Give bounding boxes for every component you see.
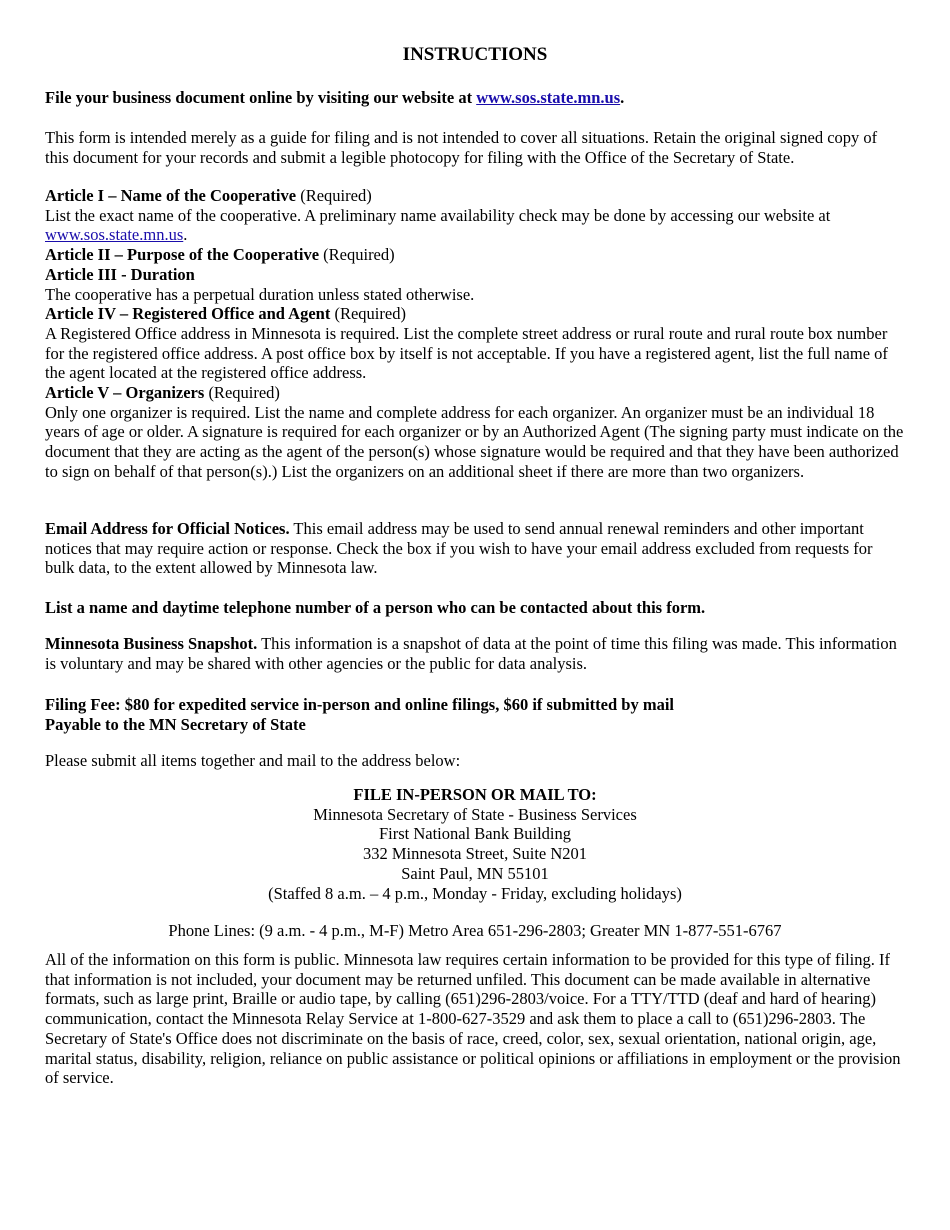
submit-instruction: Please submit all items together and mail to the address below: [45,751,461,770]
mail-heading: FILE IN-PERSON OR MAIL TO: [353,785,597,804]
email-text: This email address may be used to send annual renewal reminders and other important notices that may require action or response. Check the box if you wish to have your email address excluded from requests for bulk data, to the extent allowed by Minnesota law. [45,519,873,578]
address-line: First National Bank Building [378,824,572,844]
online-filing-notice [45,88,905,108]
article-1-website-link[interactable]: www.sos.state.mn.us [45,225,184,245]
payable-line: Payable to the MN Secretary of State [45,714,306,734]
article-4-required: (Required) [330,304,406,324]
address-line: 332 Minnesota Street, Suite N201 [362,844,588,864]
article-1 [45,186,905,245]
article-4-text: A Registered Office address in Minnesota is required. List the complete street address or rural route and rural route box number for the registered office address. A post office box by itself is not acceptable. If you have a registered agent, list the full name of the agent located at the registered office address. [45,323,888,383]
article-1-text [45,206,905,245]
snapshot-heading: Minnesota Business Snapshot. [45,634,258,653]
article-1-heading: Article I – Name of the Cooperative [45,186,297,205]
page-title: INSTRUCTIONS [402,44,548,65]
article-1-body: List the exact name of the cooperative. A preliminary name availability check may be done by accessing our website at [45,205,831,225]
snapshot-text: This information is a snapshot of data at the point of time this filing was made. This information is voluntary and may be shared with other agencies or the public for data analysis. [45,634,897,673]
website-link[interactable]: www.sos.state.mn.us [476,88,621,107]
contact-text: List a name and daytime telephone number of a person who can be contacted about this form. [45,598,706,617]
contact-instruction [45,598,905,618]
phone-lines: Phone Lines: (9 a.m. - 4 p.m., M-F) Metro Area 651-296-2803; Greater MN 1-877-551-6767 [168,921,782,940]
public-info-paragraph: All of the information on this form is public. Minnesota law requires certain information to be provided for this type of filing. If that information is not included, your document may be returned unfiled. This document can be made available in alternative formats, such as large print, Braille or audio tape, by calling (651)296-2803/voice. For a TTY/TTD (deaf and hard of hearing) communication, contact the Minnesota Relay Service at 1-800-627-3529 and ask them to place a call to (651)296-2803. The Secretary of State's Office does not discriminate on the basis of race, creed, color, sex, sexual orientation, national origin, age, marital status, disability, religion, reliance on public assistance or political opinions or affiliations in employment or the provision of service. [45,950,901,1088]
fee-section [45,695,905,734]
snapshot-section [45,634,905,673]
email-heading: Email Address for Official Notices. [45,519,290,538]
address-line: Saint Paul, MN 55101 [401,863,549,883]
article-5 [45,383,905,482]
fee-line: Filing Fee: $80 for expedited service in-person and online filings, $60 if submitted by mail [45,695,674,714]
article-4 [45,304,905,383]
article-1-required: (Required) [296,186,372,205]
article-5-text: Only one organizer is required. List the name and complete address for each organizer. An organizer must be an individual 18 years of age or older. A signature is required for each organizer or by an Authorized Agent (The signing party must indicate on the document that they are acting as the agent of the person(s) whose signature would be required and that they have been authorized to sign on behalf of that person(s).) List the organizers on an additional sheet if there are more than two organizers. [45,402,904,481]
online-filing-text: File your business document online by visiting our website at [45,88,477,107]
article-3-text: The cooperative has a perpetual duration unless stated otherwise. [45,284,475,304]
article-5-required: (Required) [204,383,280,403]
article-5-heading: Article V – Organizers [45,383,205,403]
office-hours: (Staffed 8 a.m. – 4 p.m., Monday - Friday, excluding holidays) [268,883,682,903]
mailing-address-block [0,785,950,903]
article-2-required: (Required) [319,245,395,265]
online-filing-suffix: . [620,88,625,107]
article-4-heading: Article IV – Registered Office and Agent [45,304,331,324]
email-section [45,519,905,578]
article-1-suffix: . [183,225,188,245]
article-2-heading: Article II – Purpose of the Cooperative [45,245,320,265]
article-3-heading: Article III - Duration [45,264,195,284]
articles-section [45,186,905,482]
article-2 [45,245,905,265]
article-3 [45,265,905,304]
intro-paragraph: This form is intended merely as a guide for filing and is not intended to cover all situations. Retain the original signed copy of this document for your records and submit a legible photocopy for filing with the Office of the Secretary of State. [45,128,878,167]
address-line: Minnesota Secretary of State - Business Services [313,804,637,824]
